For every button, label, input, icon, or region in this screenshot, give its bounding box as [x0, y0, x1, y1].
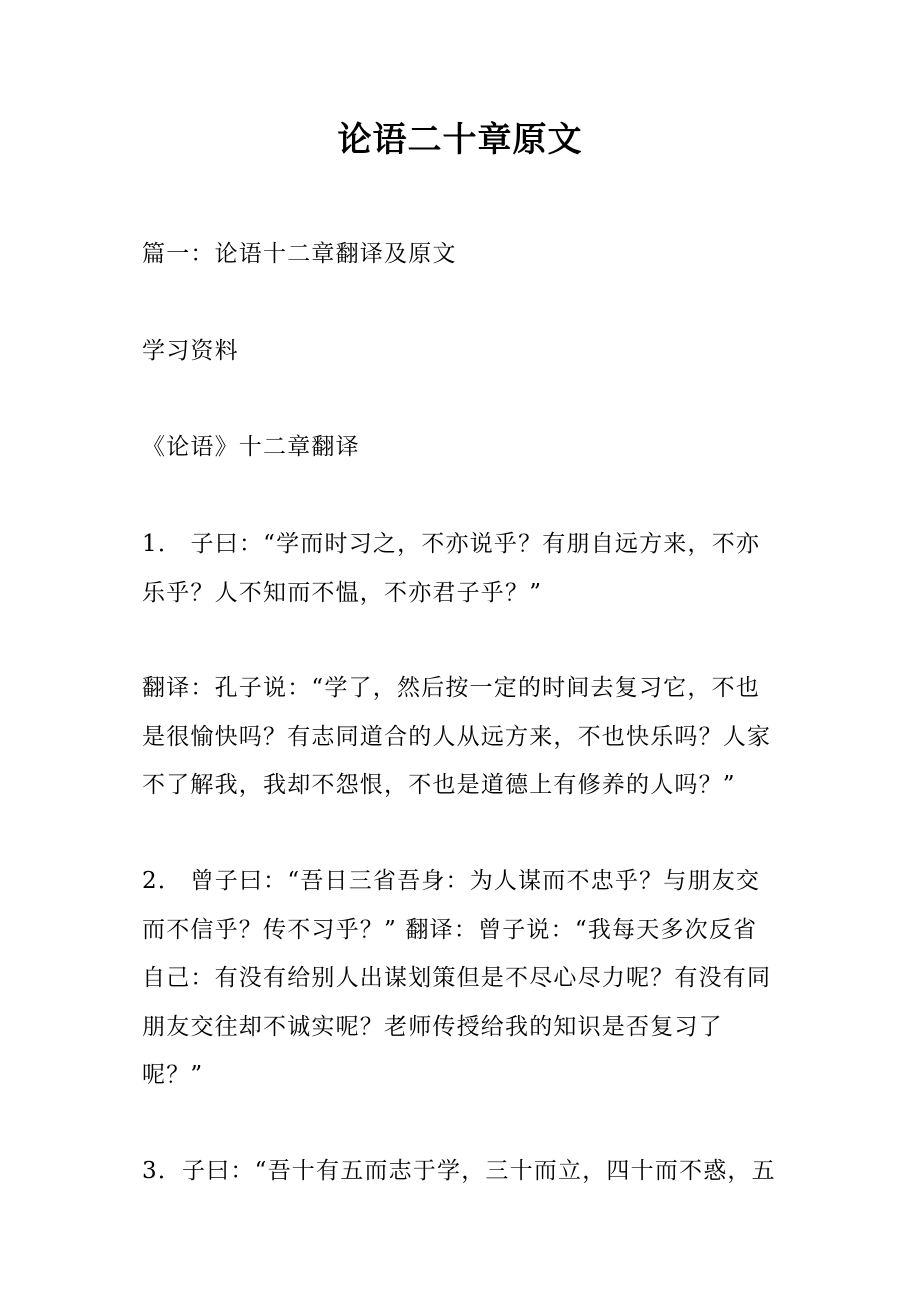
paragraph-line: 翻译：孔子说：“学了，然后按一定的时间去复习它，不也 — [142, 675, 760, 701]
paragraph-line: 乐乎？人不知而不愠，不亦君子乎？” — [142, 579, 543, 606]
entry-1-translation-paragraph — [142, 664, 782, 810]
paragraph-line: 呢？” — [142, 1062, 204, 1088]
paragraph-line: 1． 子曰：“学而时习之，不亦说乎？有朋自远方来，不亦 — [142, 531, 761, 557]
paragraph-line: 朋友交往却不诚实呢？老师传授给我的知识是否复习了 — [142, 1013, 723, 1040]
section-heading — [142, 230, 782, 279]
subheading-text: 学习资料 — [142, 338, 239, 364]
paragraph-line: 而不信乎？传不习乎？” 翻译：曾子说：“我每天多次反省 — [142, 916, 758, 943]
entry-2-paragraph — [142, 857, 782, 1100]
collection-title — [142, 423, 782, 472]
paragraph-line: 3．子曰：“吾十有五而志于学，三十而立，四十而不惑，五 — [142, 1158, 776, 1184]
subheading — [142, 327, 782, 376]
collection-title-text: 《论语》十二章翻译 — [142, 434, 360, 460]
paragraph-line: 自己：有没有给别人出谋划策但是不尽心尽力呢？有没有同 — [142, 965, 772, 991]
paragraph-line: 2． 曾子曰：“吾日三省吾身：为人谋而不忠乎？与朋友交 — [142, 868, 761, 894]
section-heading-text: 篇一：论语十二章翻译及原文 — [142, 241, 457, 267]
paragraph-line: 是很愉快吗？有志同道合的人从远方来，不也快乐吗？人家 — [142, 723, 772, 750]
entry-1-paragraph — [142, 520, 782, 617]
document-title: 论语二十章原文 — [337, 120, 583, 160]
entry-3-paragraph — [142, 1147, 782, 1196]
paragraph-line: 不了解我，我却不怨恨，不也是道德上有修养的人吗？” — [142, 772, 736, 798]
